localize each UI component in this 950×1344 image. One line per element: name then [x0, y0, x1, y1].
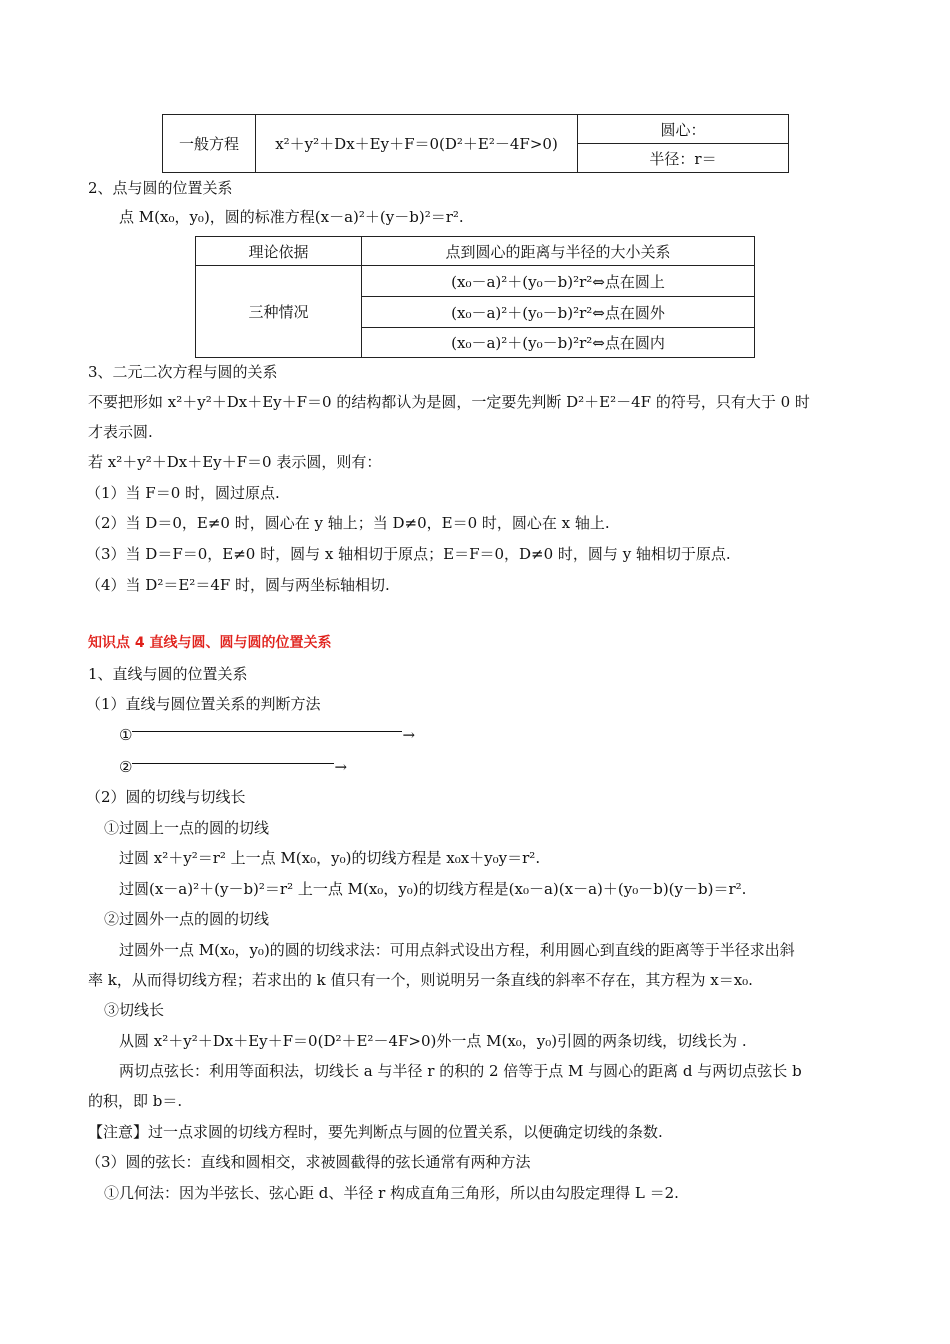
radius-cell: 半径：r＝ — [578, 144, 789, 173]
section-3-para-1b: 才表示圆. — [88, 423, 153, 441]
note-paragraph: 【注意】过一点求圆的切线方程时，要先判断点与圆的位置关系，以便确定切线的条数. — [88, 1123, 663, 1141]
section-3-title: 3、二元二次方程与圆的关系 — [88, 363, 278, 381]
general-equation-formula: x²＋y²＋Dx＋Ey＋F＝0(D²＋E²－4F>0) — [256, 115, 578, 173]
section-3-item-4: （4）当 D²＝E²＝4F 时，圆与两坐标轴相切. — [86, 576, 390, 594]
method-2-row — [119, 757, 347, 777]
chord-length-title: （3）圆的弦长：直线和圆相交，求被圆截得的弦长通常有两种方法 — [86, 1153, 531, 1171]
tangent-title: （2）圆的切线与切线长 — [86, 788, 246, 806]
section-3-item-2: （2）当 D＝0，E≠0 时，圆心在 y 轴上；当 D≠0，E＝0 时，圆心在 x 轴上. — [86, 514, 610, 532]
point-circle-table — [195, 236, 755, 358]
section-3-item-1: （1）当 F＝0 时，圆过原点. — [86, 484, 280, 502]
section-2-title: 2、点与圆的位置关系 — [88, 179, 233, 197]
tangent-length-title: ③切线长 — [104, 1001, 165, 1019]
method-2-marker: ② — [119, 758, 133, 776]
table-row-on-circle: (x₀－a)²＋(y₀－b)²r²⇔点在圆上 — [362, 266, 755, 297]
method-1-marker: ① — [119, 726, 133, 744]
table-row-outside-circle: (x₀－a)²＋(y₀－b)²r²⇔点在圆外 — [362, 297, 755, 328]
tangent-outside-title: ②过圆外一点的圆的切线 — [104, 910, 270, 928]
method-1-row — [119, 725, 415, 745]
method-2-blank-line — [132, 763, 334, 764]
tangent-length-line-1: 从圆 x²＋y²＋Dx＋Ey＋F＝0(D²＋E²－4F>0)外一点 M(x₀，y₀)引圆的两条切线，切线长为 . — [119, 1032, 747, 1050]
section-2-intro: 点 M(x₀，y₀)，圆的标准方程(x－a)²＋(y－b)²＝r². — [119, 208, 464, 226]
tangent-on-circle-line-2: 过圆(x－a)²＋(y－b)²＝r² 上一点 M(x₀，y₀)的切线方程是(x₀－a)(x－a)＋(y₀－b)(y－b)＝r². — [119, 880, 747, 898]
table-header-relation: 点到圆心的距离与半径的大小关系 — [362, 237, 755, 266]
method-1-blank-line — [132, 731, 402, 732]
chord-length-line-1: 两切点弦长：利用等面积法，切线长 a 与半径 r 的积的 2 倍等于点 M 与圆心的距离 d 与两切点弦长 b — [119, 1062, 802, 1080]
center-cell: 圆心： — [578, 115, 789, 144]
line-circle-title: 1、直线与圆的位置关系 — [88, 665, 248, 683]
tangent-outside-line-2: 率 k，从而得切线方程；若求出的 k 值只有一个，则说明另一条直线的斜率不存在，其方程为 x＝x₀. — [88, 971, 753, 989]
geometric-method-line: ①几何法：因为半弦长、弦心距 d、半径 r 构成直角三角形，所以由勾股定理得 L ＝2. — [104, 1184, 679, 1202]
chord-length-line-2: 的积，即 b＝. — [88, 1092, 183, 1110]
tangent-on-circle-line-1: 过圆 x²＋y²＝r² 上一点 M(x₀，y₀)的切线方程是 x₀x＋y₀y＝r². — [119, 849, 541, 867]
judgement-method-title: （1）直线与圆位置关系的判断方法 — [86, 695, 321, 713]
general-equation-label: 一般方程 — [163, 115, 256, 173]
general-equation-table — [162, 114, 789, 173]
tangent-on-circle-title: ①过圆上一点的圆的切线 — [104, 819, 270, 837]
table-row-inside-circle: (x₀－a)²＋(y₀－b)²r²⇔点在圆内 — [362, 328, 755, 358]
method-2-arrow: → — [334, 758, 348, 776]
table-header-basis: 理论依据 — [196, 237, 362, 266]
section-3-item-3: （3）当 D＝F＝0，E≠0 时，圆与 x 轴相切于原点；E＝F＝0，D≠0 时，圆与 y 轴相切于原点. — [86, 545, 731, 563]
section-3-para-1a: 不要把形如 x²＋y²＋Dx＋Ey＋F＝0 的结构都认为是圆，一定要先判断 D²＋E²－4F 的符号，只有大于 0 时 — [88, 393, 810, 411]
knowledge-point-4-heading: 知识点 4 直线与圆、圆与圆的位置关系 — [88, 635, 332, 651]
method-1-arrow: → — [402, 726, 416, 744]
tangent-outside-line-1: 过圆外一点 M(x₀，y₀)的圆的切线求法：可用点斜式设出方程，利用圆心到直线的距离等于半径求出斜 — [119, 941, 795, 959]
table-cell-three-cases: 三种情况 — [196, 266, 362, 358]
section-3-para-2: 若 x²＋y²＋Dx＋Ey＋F＝0 表示圆，则有： — [88, 453, 382, 471]
